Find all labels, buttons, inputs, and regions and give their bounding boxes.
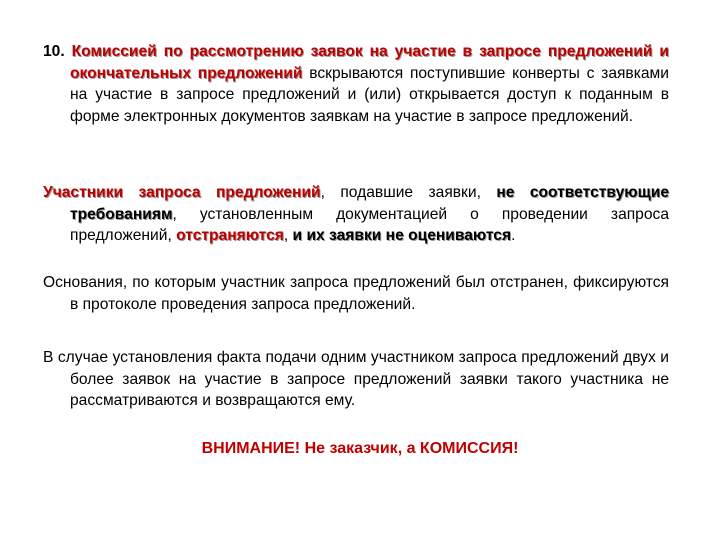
paragraph-text: .	[511, 227, 516, 244]
paragraph-text: ,	[283, 227, 293, 244]
paragraph-grounds	[43, 272, 669, 315]
paragraph-envelope-opening	[43, 41, 669, 127]
commission-highlight: Комиссией по рассмотрению заявок на участие в запросе предложений и окончательных предложений	[70, 43, 669, 82]
paragraph-participants-rejection	[43, 182, 669, 247]
rejected-highlight: отстраняются	[176, 227, 284, 244]
paragraph-text: вскрываются поступившие конверты с заявками на участие в запросе предложений и (или) открывается доступ к поданным в форме электронных документов заявкам на участие в запросе предложений.	[70, 64, 669, 125]
paragraph-text: Основания, по которым участник запроса предложений был отстранен, фиксируются в протоколе проведения запроса предложений.	[43, 274, 669, 313]
paragraph-text: , установленным документацией о проведении запроса предложений,	[70, 205, 669, 244]
paragraph-text: В случае установления факта подачи одним участником запроса предложений двух и более заявок на участие в запросе предложений заявки такого участника не рассматриваются и возвращаются ему.	[43, 349, 669, 409]
paragraph-number: 10.	[43, 43, 65, 60]
not-evaluated-highlight: и их заявки не оцениваются	[292, 227, 512, 244]
noncompliant-highlight: не соответствующие требованиям	[70, 184, 669, 223]
participants-highlight: Участники запроса предложений	[43, 184, 321, 201]
warning-note: ВНИМАНИЕ! Не заказчик, а КОМИССИЯ!	[201, 440, 519, 457]
paragraph-text: , подавшие заявки,	[320, 184, 497, 201]
paragraph-multiple-bids	[43, 347, 669, 412]
